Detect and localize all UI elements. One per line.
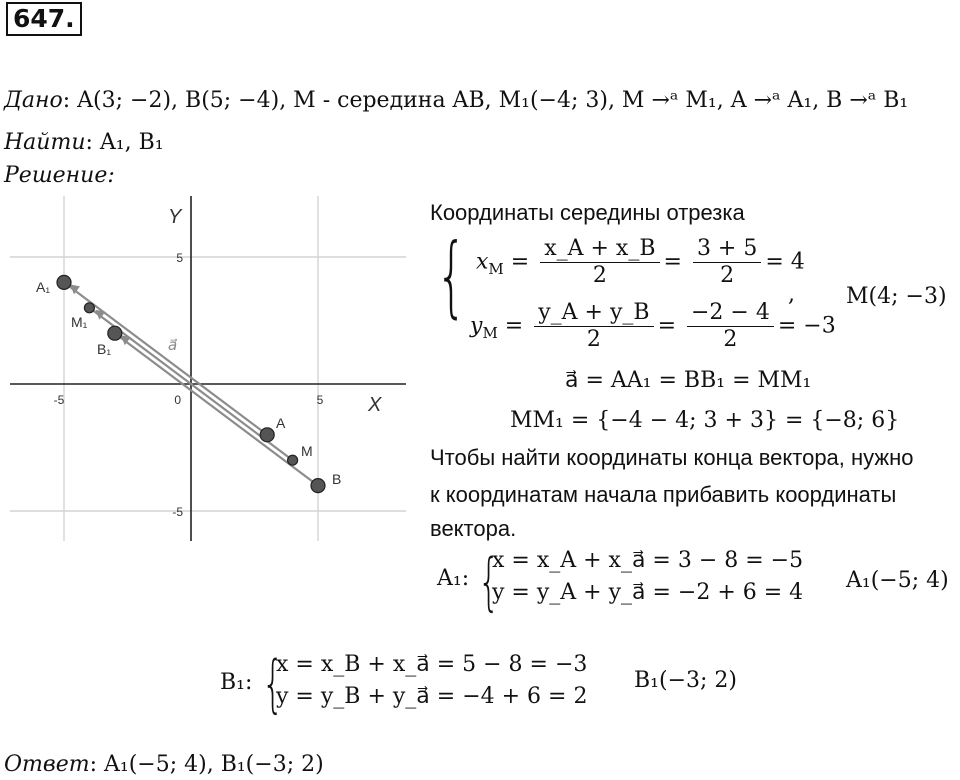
b1-label: B₁: bbox=[220, 670, 253, 695]
rule-text-3: вектора. bbox=[430, 516, 517, 541]
tick-y-pos: 5 bbox=[176, 251, 183, 265]
point-m bbox=[288, 455, 298, 465]
a1-line-1: x = x_A + x_a⃗ = 3 − 8 = −5 bbox=[492, 548, 804, 573]
label-b1: B₁ bbox=[97, 341, 112, 357]
coordinate-graph bbox=[8, 195, 408, 545]
ym-formula: $y_M$ = $\frac{y\_A + y\_B}{2}$ = $\frac{-2 - 4}{2}$ = −3 bbox=[470, 300, 836, 352]
label-m1: M₁ bbox=[71, 314, 88, 330]
solution-label: Решение bbox=[4, 163, 108, 188]
xm-frac-1: $\frac{x\_A + x\_B}{2}$ bbox=[540, 236, 659, 289]
axis-label-y: Y bbox=[168, 206, 182, 228]
tick-origin: 0 bbox=[174, 393, 181, 407]
ym-frac-1: $\frac{y\_A + y\_B}{2}$ bbox=[534, 300, 653, 353]
point-m1 bbox=[84, 303, 94, 313]
graph-labels bbox=[36, 206, 382, 519]
given-line bbox=[4, 88, 908, 113]
a1-line-2: y = y_A + y_a⃗ = −2 + 6 = 4 bbox=[492, 580, 804, 605]
a1-result: A₁(−5; 4) bbox=[846, 568, 949, 593]
answer-text: : A₁(−5; 4), B₁(−3; 2) bbox=[89, 752, 324, 777]
b1-result: B₁(−3; 2) bbox=[634, 668, 737, 693]
axes bbox=[10, 196, 406, 541]
grid bbox=[10, 196, 406, 541]
point-b bbox=[311, 479, 325, 493]
mm1-coordinates: MM₁ = {−4 − 4; 3 + 3} = {−8; 6} bbox=[510, 408, 900, 433]
label-a: A bbox=[276, 415, 286, 431]
ym-sub: M bbox=[482, 323, 498, 342]
a1-label: A₁: bbox=[437, 566, 470, 591]
axis-label-x: X bbox=[368, 394, 382, 416]
a1-brace: { bbox=[478, 545, 500, 618]
label-m: M bbox=[301, 443, 313, 459]
find-line bbox=[4, 130, 164, 155]
ym-frac-2: $\frac{-2 - 4}{2}$ bbox=[687, 300, 774, 353]
point-b1 bbox=[108, 326, 122, 340]
m-result: M(4; −3) bbox=[846, 284, 947, 309]
midpoint-brace: { bbox=[436, 224, 467, 327]
answer-label: Ответ bbox=[4, 752, 90, 777]
answer-line bbox=[4, 752, 324, 777]
point-a1 bbox=[57, 275, 71, 289]
xm-lhs: x bbox=[476, 249, 489, 275]
vector-a-to-a1 bbox=[64, 282, 267, 434]
b1-line-2: y = y_B + y_a⃗ = −4 + 6 = 2 bbox=[276, 684, 588, 709]
given-label: Дано bbox=[4, 88, 63, 113]
label-vector-a: a⃗ bbox=[168, 337, 178, 354]
tick-x-neg: -5 bbox=[53, 393, 65, 407]
label-b: B bbox=[332, 471, 342, 487]
midpoint-heading: Координаты середины отрезка bbox=[430, 200, 745, 225]
vector-b-to-b1 bbox=[115, 333, 318, 485]
solution-line: Решение: bbox=[4, 163, 115, 188]
rule-text-1: Чтобы найти координаты конца вектора, нужно bbox=[430, 445, 914, 470]
xm-formula: $x_M$ = $\frac{x\_A + x\_B}{2}$ = $\frac{3 + 5}{2}$ = 4 bbox=[476, 236, 805, 288]
find-text: : A₁, B₁ bbox=[85, 130, 164, 155]
point-a bbox=[260, 428, 274, 442]
given-text: : A(3; −2), B(5; −4), M - середина AB, M₁(−4; 3), M →ᵃ M₁, A →ᵃ A₁, B →ᵃ B₁ bbox=[62, 88, 909, 113]
problem-number: 647. bbox=[6, 2, 82, 36]
xm-sub: M bbox=[488, 259, 504, 278]
vector-equality: a⃗ = AA₁ = BB₁ = MM₁ bbox=[565, 368, 812, 393]
tick-x-pos: 5 bbox=[316, 393, 324, 407]
ym-result: = −3 bbox=[777, 313, 836, 339]
label-a1: A₁ bbox=[36, 279, 51, 295]
find-label: Найти bbox=[4, 130, 86, 155]
system-comma: , bbox=[788, 282, 795, 307]
xm-result: = 4 bbox=[765, 249, 805, 275]
xm-frac-2: $\frac{3 + 5}{2}$ bbox=[693, 236, 761, 289]
tick-y-neg: -5 bbox=[172, 505, 183, 519]
rule-text-2: к координатам начала прибавить координаты bbox=[430, 482, 897, 507]
b1-brace: { bbox=[262, 647, 284, 720]
b1-line-1: x = x_B + x_a⃗ = 5 − 8 = −3 bbox=[276, 652, 588, 677]
ym-lhs: y bbox=[470, 313, 483, 339]
